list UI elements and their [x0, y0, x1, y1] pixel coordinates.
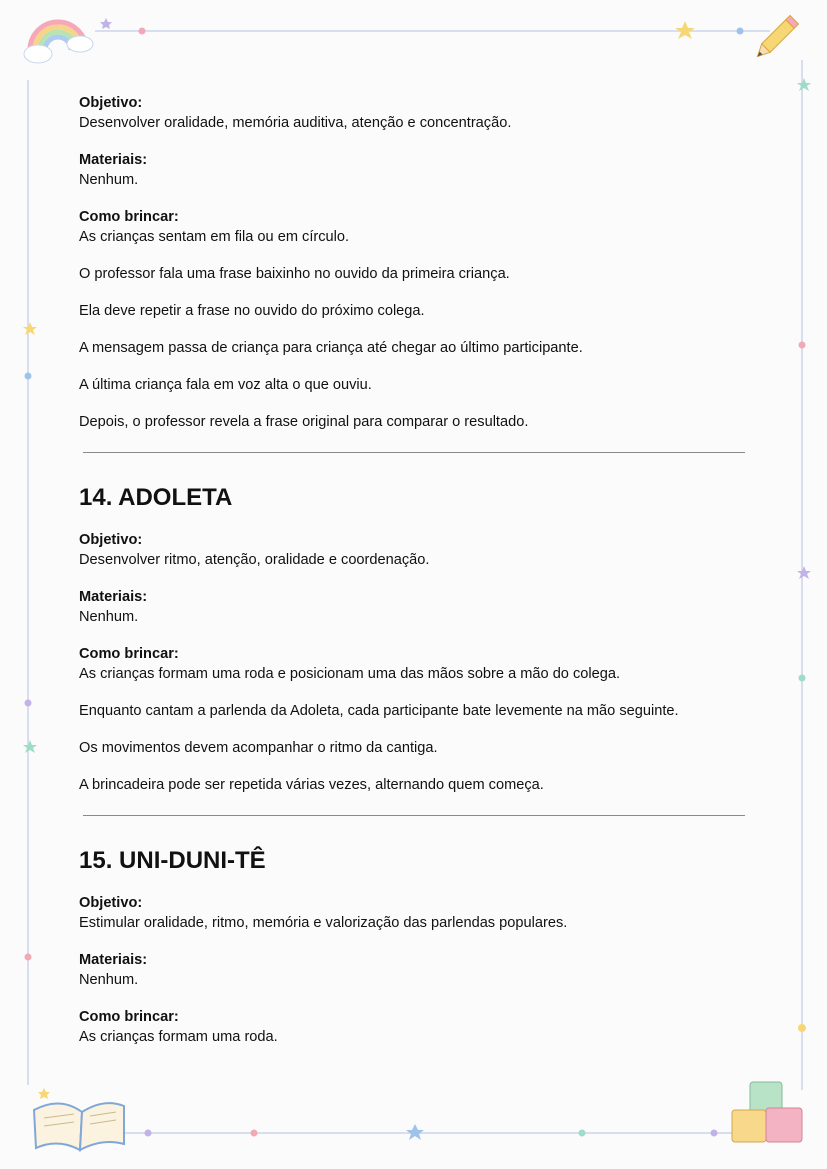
how-to-play-label: Como brincar: — [79, 646, 179, 662]
star-icon — [23, 740, 37, 753]
dot-icon — [737, 28, 744, 35]
instruction-step: Depois, o professor revela a frase original para comparar o resultado. — [79, 414, 529, 430]
objective-text: Desenvolver ritmo, atenção, oralidade e coordenação. — [79, 552, 430, 568]
instruction-step: A brincadeira pode ser repetida várias vezes, alternando quem começa. — [79, 777, 544, 793]
objective-label: Objetivo: — [79, 895, 143, 911]
section-divider — [83, 452, 745, 453]
dot-icon — [798, 1024, 806, 1032]
section-title: 15. UNI-DUNI-TÊ — [79, 847, 266, 874]
how-to-play-label: Como brincar: — [79, 209, 179, 225]
toy-blocks-icon — [732, 1082, 802, 1142]
star-icon — [23, 322, 37, 335]
instruction-step: Ela deve repetir a frase no ouvido do próximo colega. — [79, 303, 425, 319]
star-icon — [100, 18, 112, 29]
open-book-icon — [34, 1088, 124, 1150]
materials-text: Nenhum. — [79, 972, 139, 988]
section-13 — [79, 93, 749, 432]
star-icon — [797, 78, 811, 91]
dot-icon — [251, 1130, 258, 1137]
dot-icon — [25, 373, 32, 380]
instruction-step: A última criança fala em voz alta o que ouviu. — [79, 377, 372, 393]
dot-icon — [799, 675, 806, 682]
instruction-step: As crianças formam uma roda e posicionam uma das mãos sobre a mão do colega. — [79, 666, 621, 682]
instruction-step: Os movimentos devem acompanhar o ritmo da cantiga. — [79, 740, 438, 756]
instruction-step: As crianças sentam em fila ou em círculo. — [79, 229, 350, 245]
instruction-step: Enquanto cantam a parlenda da Adoleta, cada participante bate levemente na mão seguinte. — [79, 703, 679, 719]
star-icon — [797, 566, 811, 579]
objective-text: Desenvolver oralidade, memória auditiva, atenção e concentração. — [79, 115, 512, 131]
document-body — [79, 90, 749, 1047]
materials-label: Materiais: — [79, 589, 148, 605]
star-icon — [675, 21, 695, 39]
dot-icon — [711, 1130, 718, 1137]
section-title: 14. ADOLETA — [79, 484, 233, 511]
pencil-icon — [753, 16, 798, 61]
section-divider — [83, 815, 745, 816]
instruction-step: O professor fala uma frase baixinho no ouvido da primeira criança. — [79, 266, 510, 282]
dot-icon — [145, 1130, 152, 1137]
materials-label: Materiais: — [79, 952, 148, 968]
materials-text: Nenhum. — [79, 609, 139, 625]
instruction-step: As crianças formam uma roda. — [79, 1029, 278, 1045]
dot-icon — [25, 954, 32, 961]
objective-text: Estimular oralidade, ritmo, memória e valorização das parlendas populares. — [79, 915, 568, 931]
how-to-play-label: Como brincar: — [79, 1009, 179, 1025]
materials-text: Nenhum. — [79, 172, 139, 188]
dot-icon — [25, 700, 32, 707]
objective-label: Objetivo: — [79, 95, 143, 111]
materials-label: Materiais: — [79, 152, 148, 168]
section-15 — [79, 846, 749, 1047]
rainbow-cloud-icon — [24, 22, 93, 63]
instruction-step: A mensagem passa de criança para criança até chegar ao último participante. — [79, 340, 583, 356]
dot-icon — [139, 28, 146, 35]
objective-label: Objetivo: — [79, 532, 143, 548]
star-icon — [38, 1088, 50, 1099]
dot-icon — [799, 342, 806, 349]
dot-icon — [579, 1130, 586, 1137]
section-14 — [79, 483, 749, 795]
star-icon — [406, 1124, 424, 1140]
